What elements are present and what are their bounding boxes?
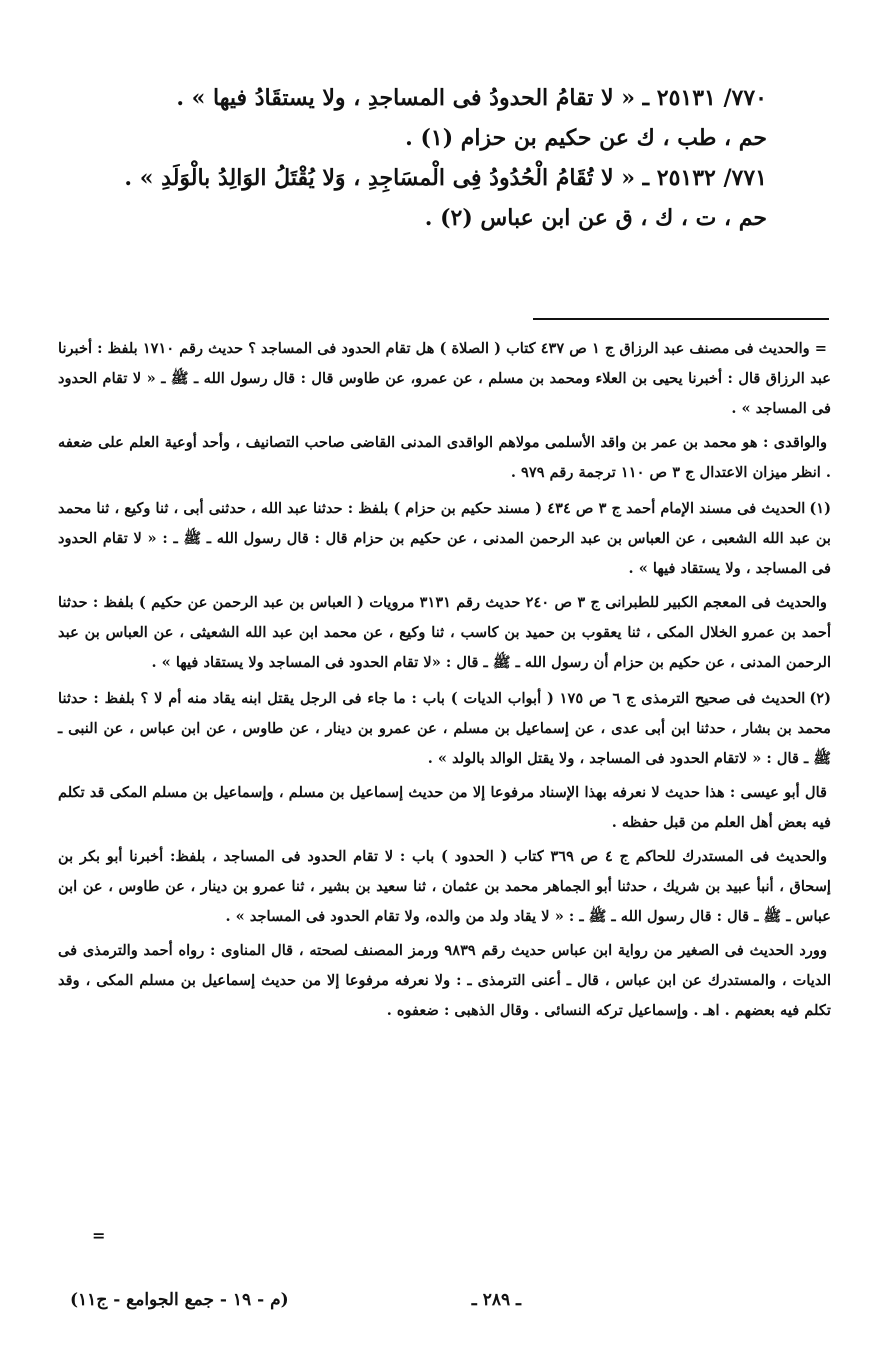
- footnote-paragraph: [58, 842, 831, 932]
- hadith-text-1: ٧٧٠/ ٢٥١٣١ ـ « لا تقامُ الحدودُ فى المساجدِ ، ولا يستقَادُ فيها » .: [176, 85, 767, 111]
- footnote-text: والواقدى : هو محمد بن عمر بن واقد الأسلمى مولاهم الواقدى المدنى القاضى صاحب التصانيف ، وأحد أوعية العلم على ضعفه . انظر ميزان الاعتدال ج ٣ ص ١١٠ ترجمة رقم ٩٧٩ .: [58, 434, 831, 481]
- footnote-text: قال أبو عيسى : هذا حديث لا نعرفه بهذا الإسناد مرفوعا إلا من حديث إسماعيل بن مسلم ، وإسماعيل بن مسلم المكى قد تكلم فيه بعض أهل العلم من قبل حفظه .: [58, 784, 831, 831]
- footnote-text: الحديث فى صحيح الترمذى ج ٦ ص ١٧٥ ( أبواب الديات ) باب : ما جاء فى الرجل يقتل ابنه يقاد منه أم لا ؟ بلفظ : حدثنا محمد بن بشار ، حدثنا ابن أبى عدى ، عن إسماعيل بن مسلم ، عن عمرو بن دينار ، عن طاوس ، عن ابن عباس ، عن النبى ـ ﷺ ـ قال : « لاتقام الحدود فى المساجد ، ولا يقتل الوالد بالولد » .: [58, 690, 831, 767]
- footnote-text: = والحديث فى مصنف عبد الرزاق ج ١ ص ٤٣٧ كتاب ( الصلاة ) هل تقام الحدود فى المساجد ؟ حديث رقم ١٧١٠ بلفظ : أخبرنا عبد الرزاق قال : أخبرنا يحيى بن العلاء ومحمد بن مسلم ، عن عمرو، عن طاوس قال : قال رسول الله ـ ﷺ ـ « لا تقام الحدود فى المساجد » .: [58, 340, 831, 417]
- footnote-paragraph: [58, 428, 831, 488]
- page-footer: [70, 1290, 819, 1320]
- footnote-divider: [533, 318, 829, 320]
- footnote-text: وورد الحديث فى الصغير من رواية ابن عباس حديث رقم ٩٨٣٩ ورمز المصنف لصحته ، قال المناوى : رواه أحمد والترمذى فى الديات ، والمستدرك عن ابن عباس ، قال ـ أعنى الترمذى ـ : ولا نعرفه مرفوعا إلا من حديث إسماعيل بن مسلم المكى ، وقد تكلم فيه بعضهم . اهـ . وإسماعيل تركه النسائى . وقال الذهبى : ضعفوه .: [58, 942, 831, 1019]
- footnote-paragraph: [58, 588, 831, 678]
- footnote-text: والحديث فى المستدرك للحاكم ج ٤ ص ٣٦٩ كتاب ( الحدود ) باب : لا تقام الحدود فى المساجد ، بلفظ: أخبرنا أبو بكر بن إسحاق ، أنبأ عبيد بن شريك ، حدثنا أبو الجماهر محمد بن عثمان ، ثنا سعيد بن بشير ، ثنا عمرو بن دينار ، عن طاوس ، عن ابن عباس ـ ﷺ ـ قال : قال رسول الله ـ ﷺ ـ : « لا يقاد ولد من والده، ولا تقام الحدود فى المساجد » .: [58, 848, 831, 925]
- footnote-text: والحديث فى المعجم الكبير للطبرانى ج ٣ ص ٢٤٠ حديث رقم ٣١٣١ مرويات ( العباس بن عبد الرحمن عن حكيم ) بلفظ : حدثنا أحمد بن عمرو الخلال المكى ، ثنا يعقوب بن حميد بن كاسب ، ثنا وكيع ، عن محمد ابن عبد الله الشعيثى ، عن العباس بن عبد الرحمن المدنى ، عن حكيم بن حزام أن رسول الله ـ ﷺ ـ قال : «لا تقام الحدود فى المساجد ولا يستقاد فيها » .: [58, 594, 831, 671]
- hadith-source-1: حم ، طب ، ك عن حكيم بن حزام (١) .: [405, 125, 767, 151]
- footnote-paragraph: [58, 936, 831, 1026]
- hadith-text-2: ٧٧١/ ٢٥١٣٢ ـ « لا تُقَامُ الْحُدُودُ فِى الْمسَاجِدِ ، وَلا يُقْتَلُ الوَالِدُ بالْوَلَدِ » .: [124, 165, 767, 191]
- footnote-text: الحديث فى مسند الإمام أحمد ج ٣ ص ٤٣٤ ( مسند حكيم بن حزام ) بلفظ : حدثنا عبد الله ، حدثنى أبى ، ثنا وكيع ، ثنا محمد بن عبد الله الشعبى ، عن العباس بن عبد الرحمن المدنى ، عن حكيم بن حزام قال : قال رسول الله ـ ﷺ ـ : « لا تقام الحدود فى المساجد ، ولا يستقاد فيها » .: [58, 500, 831, 577]
- footnote-paragraph: [58, 334, 831, 424]
- footnote-label: (٢): [809, 690, 831, 707]
- hadith-main-text: [60, 78, 767, 238]
- footnotes: [58, 334, 831, 1030]
- page-number: ـ ٢٨٩ ـ: [471, 1290, 521, 1310]
- footnote-paragraph: [58, 494, 831, 584]
- footnote-paragraph: [58, 778, 831, 838]
- footnote-paragraph: [58, 684, 831, 774]
- hadith-source-2: حم ، ت ، ك ، ق عن ابن عباس (٢) .: [424, 205, 767, 231]
- footnote-label: (١): [809, 500, 831, 517]
- continuation-mark: =: [92, 1226, 106, 1245]
- signature-mark: (م - ١٩ - جمع الجوامع - ج١١): [70, 1290, 289, 1310]
